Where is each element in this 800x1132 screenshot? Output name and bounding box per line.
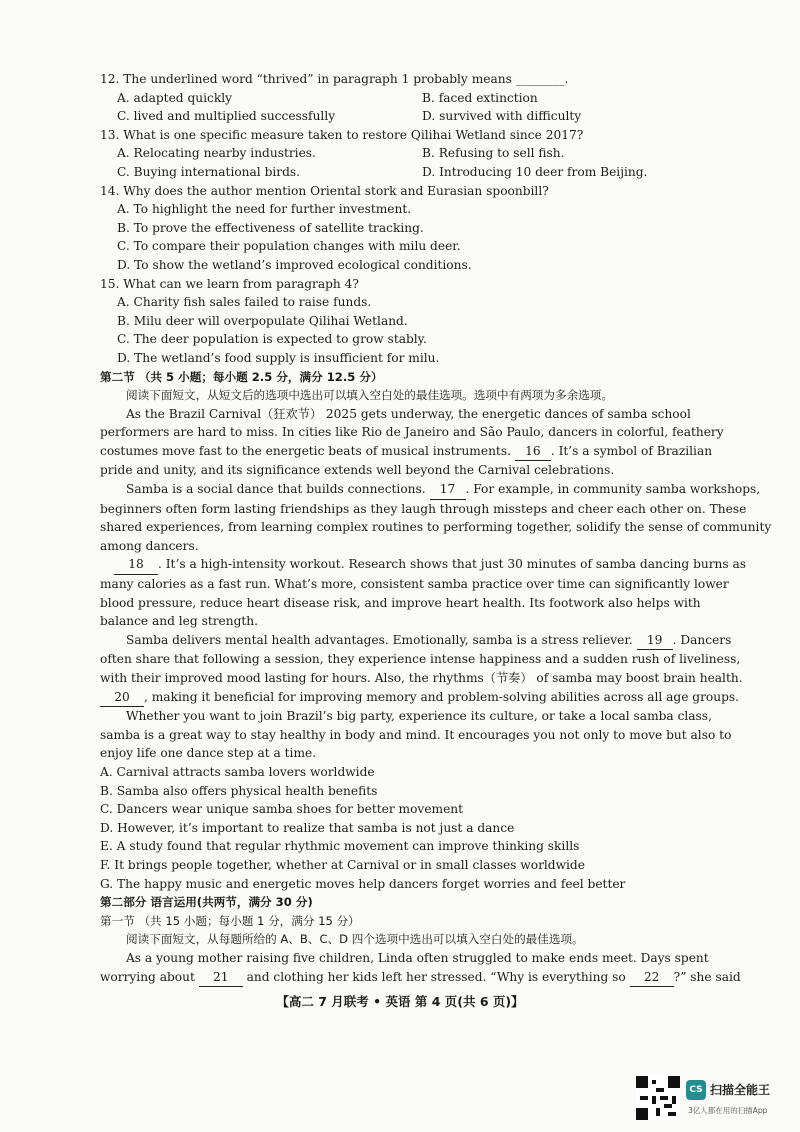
scanner-brand: 扫描全能王 (710, 1083, 771, 1097)
option: B. faced extinction (422, 90, 538, 105)
passage-paragraph-3: 18 . It’s a high-intensity workout. Research shows that just 30 minutes of samba dancing burns as many calories as a fast run. What’s more, consistent samba practice over time can significantly lower blood pressure, reduce heart disease risk, and improve heart health. Its footwork also helps with balance and leg strength. (100, 557, 747, 629)
choice: B. Samba also offers physical health benefits (100, 783, 378, 798)
option: D. To show the wetland’s improved ecological conditions. (117, 257, 472, 272)
option: A. adapted quickly (117, 90, 233, 105)
passage-paragraph-4: Samba delivers mental health advantages. Emotionally, samba is a stress reliever. 19 . Dancers often share that following a session, they experience intense happiness and a sudden rush of liveliness, with their improved mood lasting for hours. Also, the rhythms（节奏） of samba may boost brain health. 20 , making it beneficial for improving memory and problem-solving abilities across all age groups. (100, 631, 740, 707)
option: C. lived and multiplied successfully (117, 109, 336, 124)
cloze-text: worrying about 21 and clothing her kids left her stressed. “Why is everything so 22 ?” she said (100, 968, 740, 988)
exam-page (100, 70, 772, 987)
question-13-options (117, 163, 740, 182)
passage-paragraph-1: As the Brazil Carnival（狂欢节） 2025 gets underway, the energetic dances of samba school performers are hard to miss. In cities like Rio de Janeiro and São Paulo, dancers in colorful, feathery costumes move fast to the energetic beats of musical instruments. 16 . It’s a symbol of Brazilian pride and unity, and its significance extends well beyond the Carnival celebrations. (100, 406, 724, 478)
option: C. Buying international birds. (117, 164, 301, 179)
blank-20: 20 (100, 688, 144, 708)
option: C. The deer population is expected to grow stably. (117, 332, 427, 347)
option: D. Introducing 10 deer from Beijing. (422, 164, 648, 179)
question-15-stem: 15. What can we learn from paragraph 4? (100, 276, 359, 291)
option: A. Relocating nearby industries. (117, 146, 316, 161)
section-heading: 第一节 （共 15 小题；每小题 1 分，满分 15 分） (100, 913, 360, 928)
option: A. Charity fish sales failed to raise funds. (117, 295, 372, 310)
question-14-stem: 14. Why does the author mention Oriental stork and Eurasian spoonbill? (100, 183, 549, 198)
choice: A. Carnival attracts samba lovers worldwide (100, 764, 375, 779)
camscanner-logo-icon: CS (686, 1080, 706, 1100)
choice: D. However, it’s important to realize that samba is not just a dance (100, 820, 515, 835)
blank-16: 16 (515, 442, 551, 462)
qr-code-icon (636, 1076, 680, 1120)
section-instruction: 阅读下面短文，从短文后的选项中选出可以填入空白处的最佳选项。选项中有两项为多余选项。 (126, 388, 613, 403)
option: D. The wetland’s food supply is insufficient for milu. (117, 350, 440, 365)
passage-paragraph-5: Whether you want to join Brazil’s big party, experience its culture, or take a local samba class, samba is a great way to stay healthy in body and mind. It encourages you not only to move but also to enjoy life one dance step at a time. (100, 709, 732, 761)
section-instruction: 阅读下面短文，从每题所给的 A、B、C、D 四个选项中选出可以填入空白处的最佳选项。 (126, 932, 584, 947)
blank-18: 18 (114, 555, 158, 575)
choice: E. A study found that regular rhythmic movement can improve thinking skills (100, 839, 580, 854)
option: A. To highlight the need for further investment. (117, 202, 412, 217)
answer-choices (100, 763, 740, 893)
section-heading: 第二节 （共 5 小题；每小题 2.5 分，满分 12.5 分） (100, 369, 383, 384)
choice: G. The happy music and energetic moves help dancers forget worries and feel better (100, 876, 626, 891)
blank-22: 22 (630, 968, 674, 988)
blank-19: 19 (637, 631, 673, 651)
question-12-options (117, 89, 740, 108)
question-13-stem: 13. What is one specific measure taken to restore Qilihai Wetland since 2017? (100, 127, 584, 142)
question-12-stem: 12. The underlined word “thrived” in paragraph 1 probably means ________. (100, 72, 569, 86)
choice: C. Dancers wear unique samba shoes for better movement (100, 802, 464, 817)
option: C. To compare their population changes with milu deer. (117, 239, 461, 254)
blank-21: 21 (199, 968, 243, 988)
option: B. To prove the effectiveness of satellite tracking. (117, 220, 424, 235)
passage-paragraph-2: Samba is a social dance that builds connections. 17 . For example, in community samba workshops, beginners often form lasting friendships as they laugh through missteps and cheer each other on. These shared experiences, from learning complex routines to performing together, solidify the sense of community among dancers. (100, 482, 772, 553)
page-footer: 【高二 7 月联考 • 英语 第 4 页(共 6 页)】 (276, 994, 524, 1009)
option: B. Milu deer will overpopulate Qilihai Wetland. (117, 313, 408, 328)
scanner-tagline: 3亿人都在用的扫描App (688, 1106, 768, 1115)
option: D. survived with difficulty (422, 109, 582, 124)
question-12-options (117, 107, 740, 126)
choice: F. It brings people together, whether at Carnival or in small classes worldwide (100, 857, 585, 872)
blank-17: 17 (430, 480, 466, 500)
part-heading: 第二部分 语言运用(共两节，满分 30 分) (100, 895, 313, 910)
question-13-options (117, 144, 740, 163)
cloze-text: As a young mother raising five children, Linda often struggled to make ends meet. Days spent (126, 950, 709, 965)
option: B. Refusing to sell fish. (422, 146, 565, 161)
